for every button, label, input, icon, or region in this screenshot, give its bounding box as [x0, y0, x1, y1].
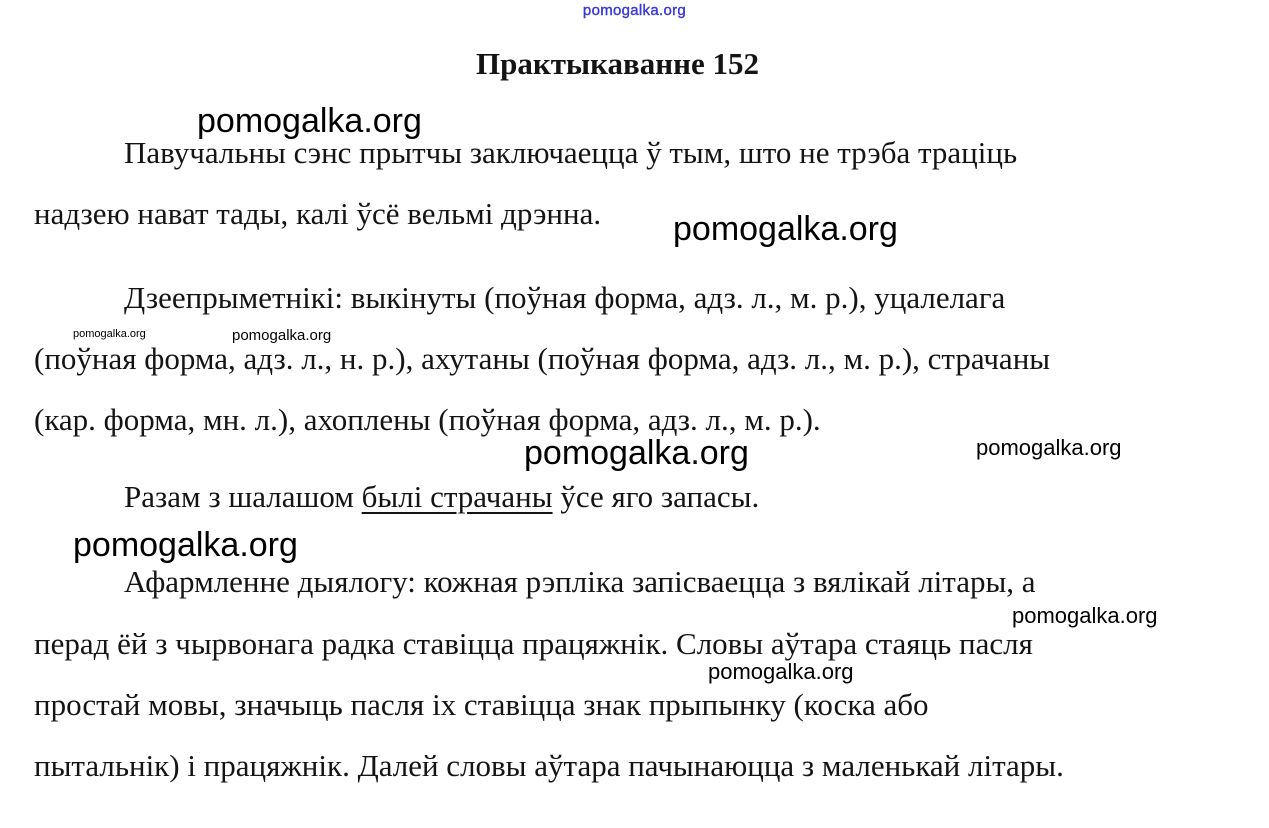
watermark: pomogalka.org: [708, 659, 854, 684]
paragraph-2-line-3: (кар. форма, мн. л.), ахоплены (поўная форма, адз. л., м. р.).: [34, 402, 821, 437]
underlined-predicate: былі страчаны: [361, 479, 553, 514]
watermark: pomogalka.org: [1012, 603, 1158, 628]
page-title: Практыкаванне 152: [475, 46, 759, 81]
watermark: pomogalka.org: [197, 102, 422, 140]
paragraph-2-line-2: (поўная форма, адз. л., н. р.), ахутаны (поўная форма, адз. л., м. р.), страчаны: [34, 341, 1051, 376]
paragraph-1-line-1: Павучальны сэнс прытчы заключаецца ў тым, што не трэба траціць: [124, 135, 1018, 170]
watermark: pomogalka.org: [73, 328, 146, 340]
sentence-end: ўсе яго запасы.: [552, 479, 760, 514]
watermark: pomogalka.org: [673, 210, 898, 248]
sentence-start: Разам з шалашом: [124, 479, 362, 514]
watermark: pomogalka.org: [524, 434, 749, 472]
paragraph-1-line-2: надзею нават тады, калі ўсё вельмі дрэнна.: [34, 196, 602, 231]
paragraph-4-line-3: простай мовы, значыць пасля іх ставіцца знак прыпынку (коска або: [34, 687, 929, 722]
paragraph-4-line-1: Афармленне дыялогу: кожная рэпліка запісваецца з вялікай літары, а: [124, 564, 1036, 599]
paragraph-4-line-2: перад ёй з чырвонага радка ставіцца працяжнік. Словы аўтара стаяць пасля: [34, 626, 1033, 661]
watermark: pomogalka.org: [232, 327, 332, 344]
site-header-link[interactable]: pomogalka.org: [582, 2, 687, 19]
paragraph-4-line-4: пытальнік) і працяжнік. Далей словы аўтара пачынаюцца з маленькай літары.: [34, 748, 1064, 783]
watermark: pomogalka.org: [976, 435, 1122, 460]
watermark: pomogalka.org: [73, 526, 298, 564]
paragraph-3-line-1: [124, 481, 759, 512]
paragraph-2-line-1: Дзеепрыметнікі: выкінуты (поўная форма, адз. л., м. р.), уцалелага: [124, 280, 1006, 315]
